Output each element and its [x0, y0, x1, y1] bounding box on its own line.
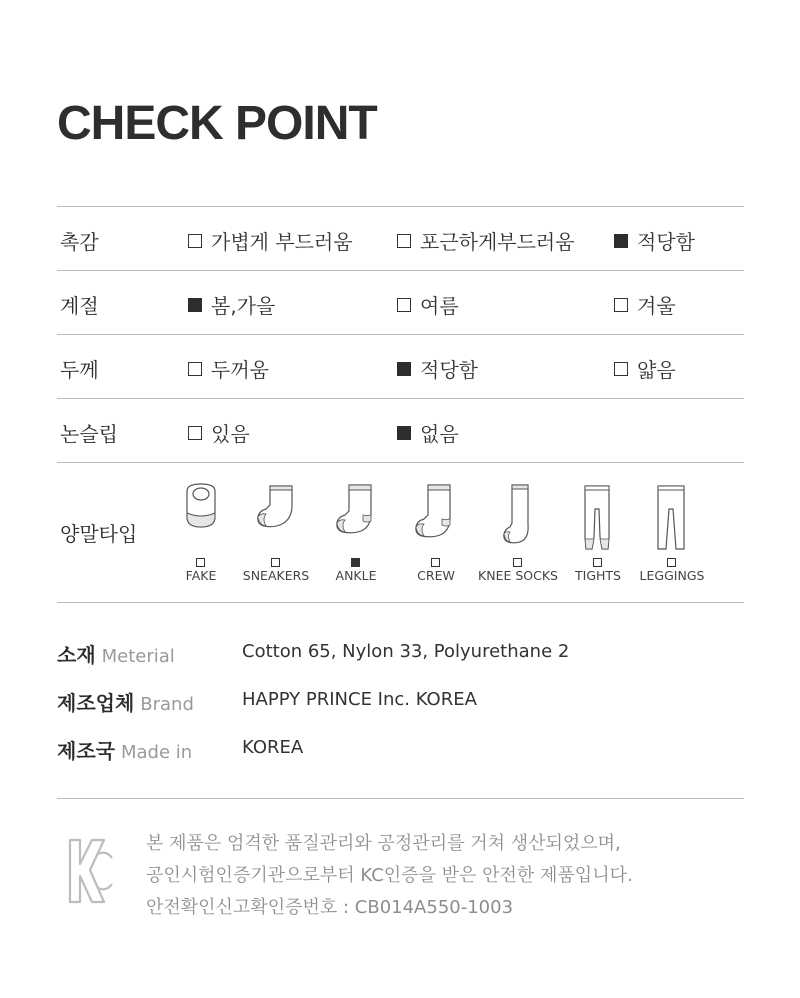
info-key-label: 소재 [57, 643, 96, 667]
checkbox [614, 362, 628, 376]
divider [57, 270, 744, 271]
option-season-spring-fall [188, 290, 275, 319]
option-texture-moderate [614, 226, 695, 255]
info-value-material: Cotton 65, Nylon 33, Polyurethane 2 [242, 641, 570, 662]
option-label: 봄,가을 [211, 294, 276, 318]
info-key-sub: Brand [140, 694, 194, 715]
sock-checkbox-sneakers [271, 558, 280, 567]
info-key-sub: Meterial [101, 646, 175, 667]
info-key-brand [57, 687, 194, 716]
page-title: CHECK POINT [57, 97, 377, 150]
sock-label-leggings: LEGGINGS [639, 568, 705, 583]
option-label: 가볍게 부드러움 [211, 230, 353, 254]
sock-label-knee-socks: KNEE SOCKS [478, 568, 558, 583]
checkbox [188, 234, 202, 248]
tights-icon [582, 483, 612, 553]
option-season-summer [397, 290, 459, 319]
checkbox [397, 234, 411, 248]
option-thickness-moderate [397, 354, 478, 383]
option-thickness-thick [188, 354, 269, 383]
option-texture-light [188, 226, 353, 255]
kc-notice-line: 본 제품은 엄격한 품질관리와 공정관리를 거쳐 생산되었으며, [146, 833, 621, 854]
option-label: 겨울 [637, 294, 676, 318]
option-label: 적당함 [420, 358, 478, 382]
checkbox [188, 362, 202, 376]
checkbox [188, 426, 202, 440]
sock-checkbox-tights [593, 558, 602, 567]
divider [57, 602, 744, 603]
option-nonslip-no [397, 418, 459, 447]
sock-checkbox-knee-socks [513, 558, 522, 567]
sneakers-sock-icon [256, 483, 298, 529]
option-label: 얇음 [637, 358, 676, 382]
option-label: 여름 [420, 294, 459, 318]
info-key-material [57, 639, 175, 668]
ankle-sock-icon [335, 483, 377, 535]
row-label-sock-type: 양말타입 [60, 522, 138, 546]
option-season-winter [614, 290, 676, 319]
info-value-brand: HAPPY PRINCE Inc. KOREA [242, 689, 477, 710]
option-label: 있음 [211, 422, 250, 446]
option-nonslip-yes [188, 418, 250, 447]
checkbox [397, 426, 411, 440]
info-key-label: 제조국 [57, 739, 115, 763]
divider [57, 206, 744, 207]
option-label: 적당함 [637, 230, 695, 254]
divider [57, 798, 744, 799]
kc-notice-line: 안전확인신고확인증번호 : CB014A550-1003 [146, 897, 514, 918]
divider [57, 398, 744, 399]
row-label-nonslip: 논슬립 [60, 422, 118, 446]
info-key-made-in [57, 735, 192, 764]
option-label: 없음 [420, 422, 459, 446]
option-thickness-thin [614, 354, 676, 383]
divider [57, 462, 744, 463]
kc-notice [146, 828, 633, 924]
sock-label-tights: TIGHTS [575, 568, 621, 583]
option-label: 두꺼움 [211, 358, 269, 382]
option-label: 포근하게부드러움 [420, 230, 575, 254]
checkbox [614, 234, 628, 248]
sock-checkbox-ankle [351, 558, 360, 567]
option-texture-cozy [397, 226, 575, 255]
checkbox [397, 362, 411, 376]
info-value-made-in: KOREA [242, 737, 304, 758]
sock-checkbox-fake [196, 558, 205, 567]
crew-sock-icon [414, 483, 456, 539]
row-label-texture: 촉감 [60, 230, 99, 254]
sock-label-fake: FAKE [185, 568, 217, 583]
sock-label-ankle: ANKLE [335, 568, 377, 583]
sock-checkbox-crew [431, 558, 440, 567]
sock-checkbox-leggings [667, 558, 676, 567]
kc-certification-logo [66, 836, 116, 906]
divider [57, 334, 744, 335]
checkbox [188, 298, 202, 312]
info-key-sub: Made in [120, 742, 193, 763]
row-label-thickness: 두께 [60, 358, 99, 382]
knee-sock-icon [502, 483, 536, 545]
checkbox [614, 298, 628, 312]
leggings-icon [655, 483, 687, 553]
checkbox [397, 298, 411, 312]
info-key-label: 제조업체 [57, 691, 135, 715]
sock-label-crew: CREW [417, 568, 455, 583]
fake-sock-icon [184, 483, 218, 529]
kc-notice-line: 공인시험인증기관으로부터 KC인증을 받은 안전한 제품입니다. [146, 865, 633, 886]
row-label-season: 계절 [60, 294, 99, 318]
sock-label-sneakers: SNEAKERS [242, 568, 310, 583]
